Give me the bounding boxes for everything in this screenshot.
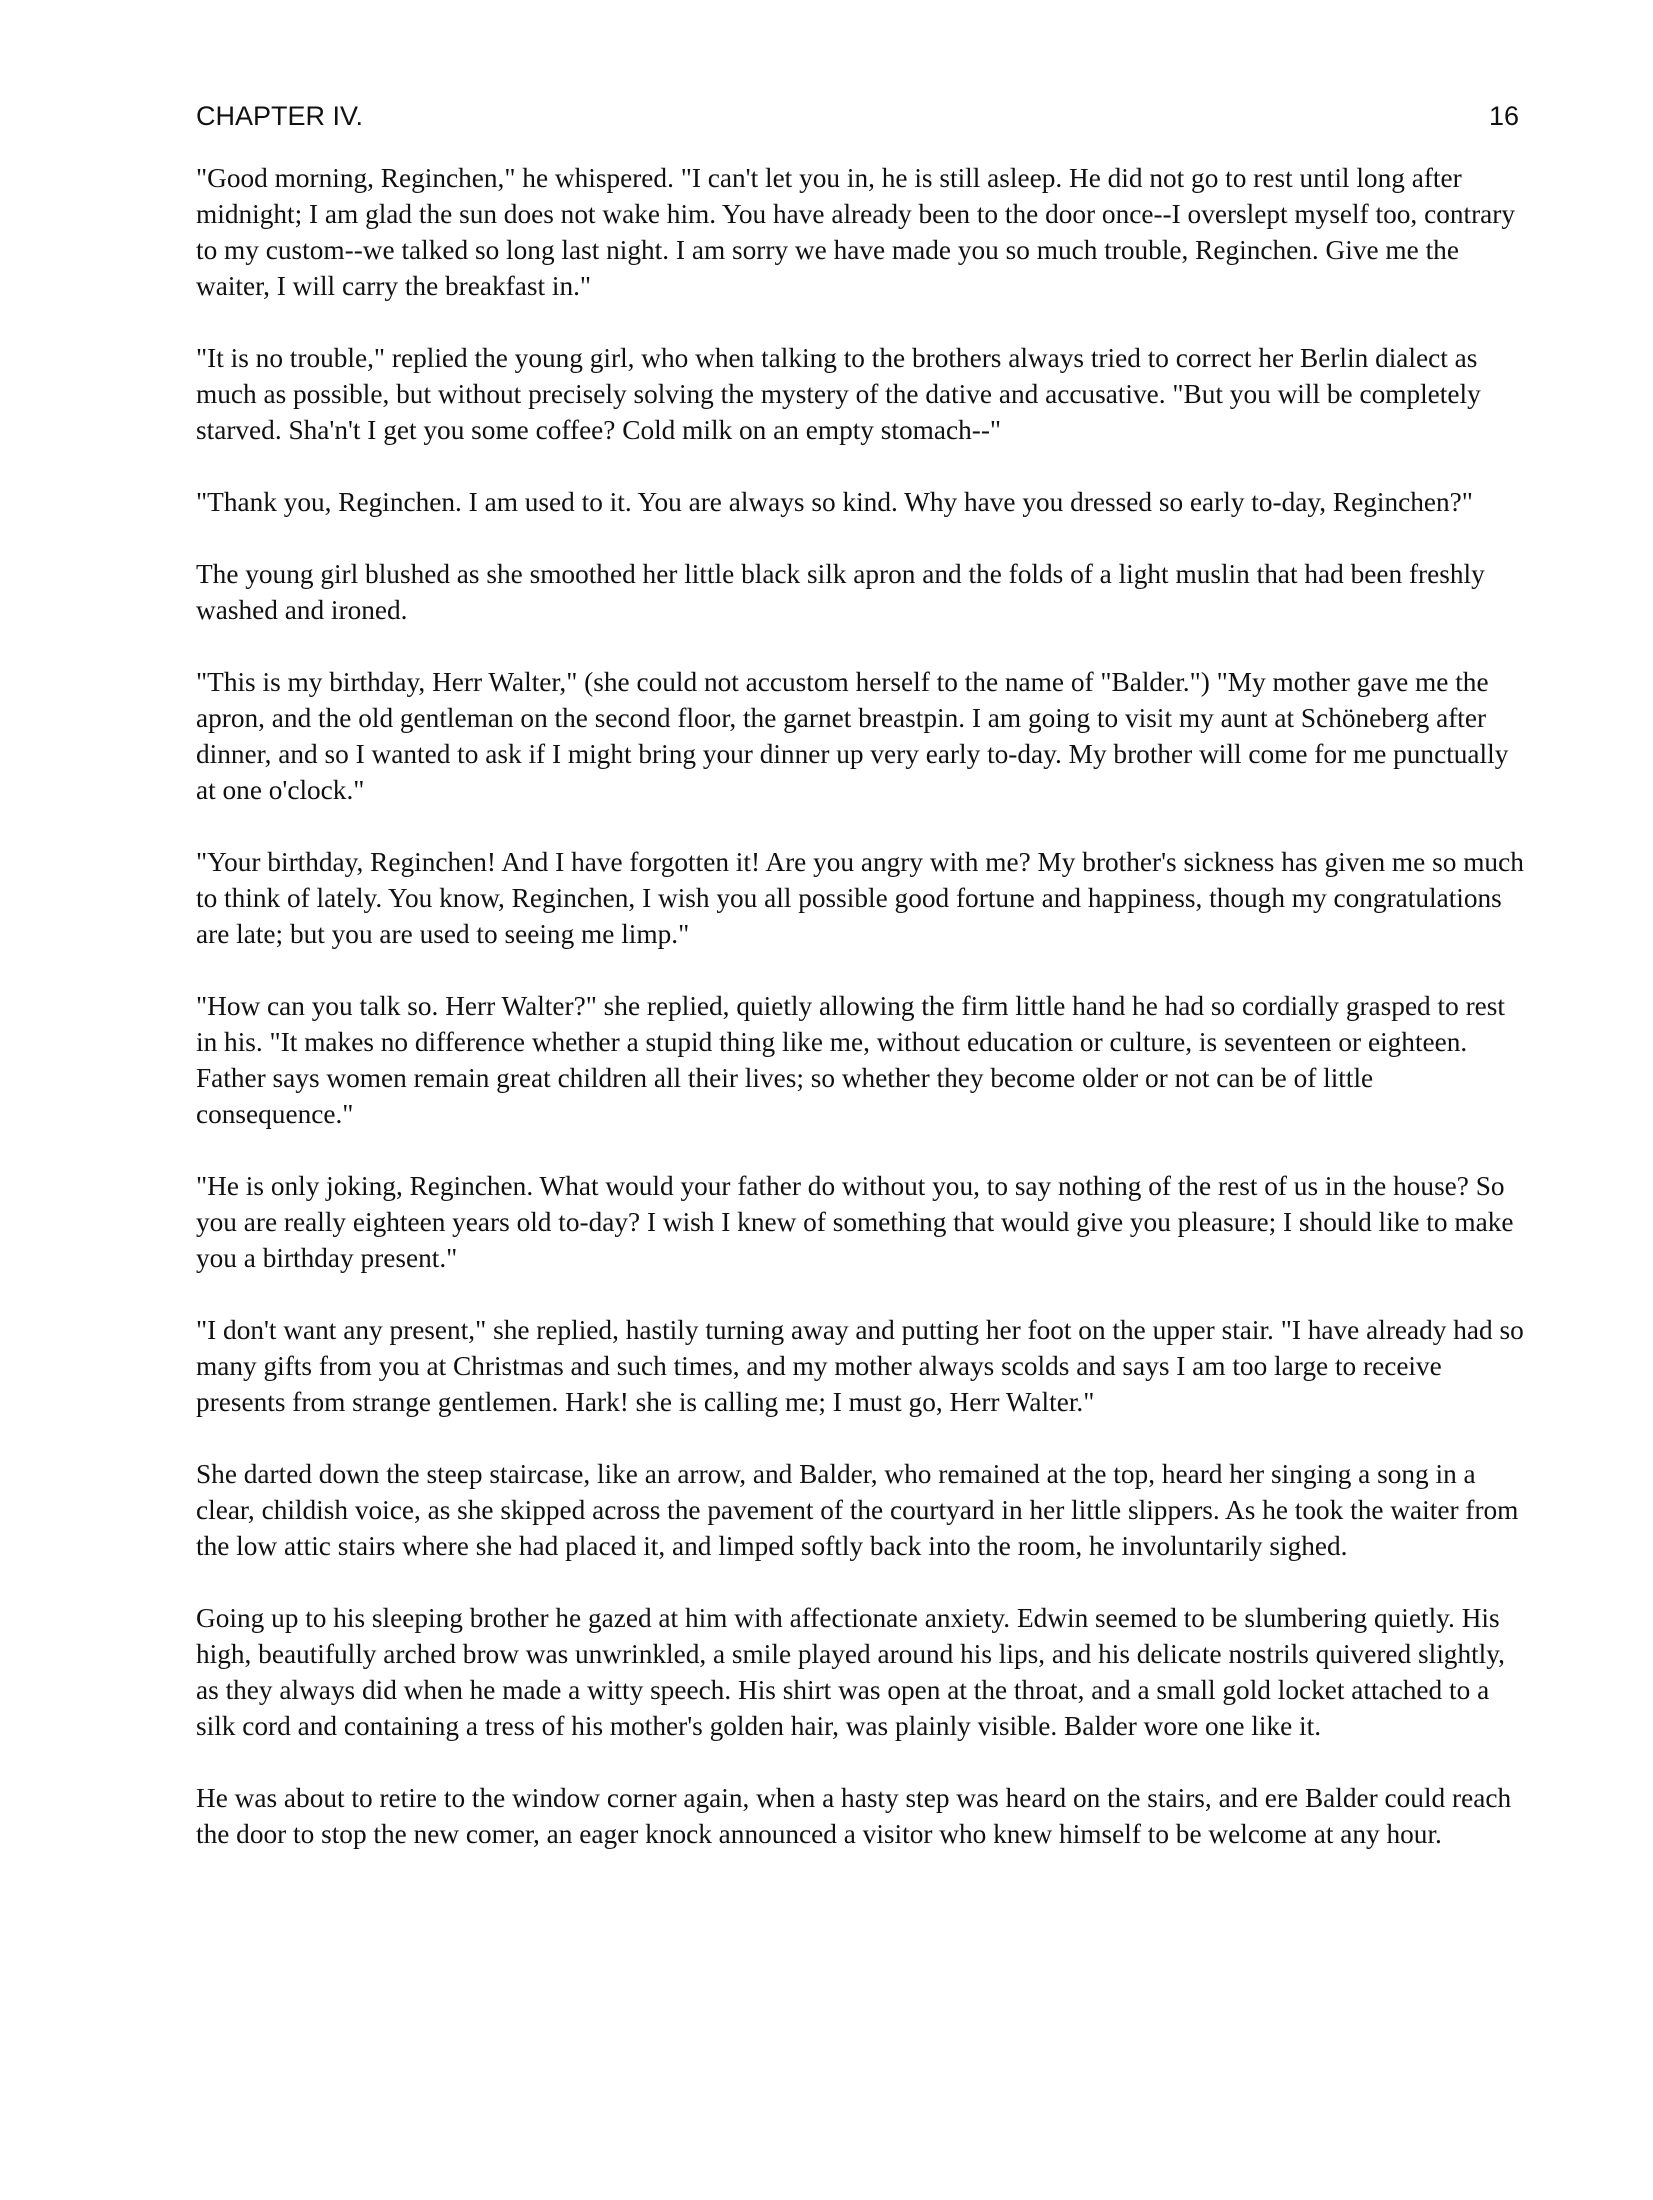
paragraph: "This is my birthday, Herr Walter," (she could not accustom herself to the name of "Balder.") "My mother gave me the apron, and the old gentleman on the second floor, the garnet breastpin. I am going to visit my aunt at Schöneberg after dinner, and so I wanted to ask if I might bring your dinner up very early to-day. My brother will come for me punctually at one o'clock." — [196, 667, 1509, 805]
chapter-heading: CHAPTER IV. — [196, 101, 364, 131]
paragraph: "He is only joking, Reginchen. What would your father do without you, to say nothing of the rest of us in the house? So you are really eighteen years old to-day? I wish I knew of something that would give you pleasure; I should like to make you a birthday present." — [196, 1171, 1514, 1273]
paragraph: Going up to his sleeping brother he gazed at him with affectionate anxiety. Edwin seemed to be slumbering quietly. His high, beautifully arched brow was unwrinkled, a smile played around his lips, and his delicate nostrils quivered slightly, as they always did when he made a witty speech. His shirt was open at the throat, and a small gold locket attached to a silk cord and containing a tress of his mother's golden hair, was plainly visible. Balder wore one like it. — [196, 1603, 1505, 1741]
paragraph: "Good morning, Reginchen," he whispered. "I can't let you in, he is still asleep. He did not go to rest until long after midnight; I am glad the sun does not wake him. You have already been to the door once--I overslept myself too, contrary to my custom--we talked so long last night. I am sorry we have made you so much trouble, Reginchen. Give me the waiter, I will carry the breakfast in." — [196, 163, 1516, 301]
page-number: 16 — [1488, 101, 1519, 131]
page-body — [196, 160, 1531, 1888]
page-header — [196, 101, 1519, 141]
paragraph: "It is no trouble," replied the young girl, who when talking to the brothers always tried to correct her Berlin dialect as much as possible, but without precisely solving the mystery of the dative and accusative. "But you will be completely starved. Sha'n't I get you some coffee? Cold milk on an empty stomach--" — [196, 343, 1481, 445]
paragraph: She darted down the steep staircase, like an arrow, and Balder, who remained at the top, heard her singing a song in a clear, childish voice, as she skipped across the pavement of the courtyard in her little slippers. As he took the waiter from the low attic stairs where she had placed it, and limped softly back into the room, he involuntarily sighed. — [196, 1459, 1519, 1561]
paragraph: "I don't want any present," she replied, hastily turning away and putting her foot on the upper stair. "I have already had so many gifts from you at Christmas and such times, and my mother always scolds and says I am too large to receive presents from strange gentlemen. Hark! she is calling me; I must go, Herr Walter." — [196, 1315, 1524, 1417]
paragraph: The young girl blushed as she smoothed her little black silk apron and the folds of a light muslin that had been freshly washed and ironed. — [196, 559, 1485, 625]
paragraph: "Your birthday, Reginchen! And I have forgotten it! Are you angry with me? My brother's sickness has given me so much to think of lately. You know, Reginchen, I wish you all possible good fortune and happiness, though my congratulations are late; but you are used to seeing me limp." — [196, 847, 1524, 949]
paragraph: "How can you talk so. Herr Walter?" she replied, quietly allowing the firm little hand he had so cordially grasped to rest in his. "It makes no difference whether a stupid thing like me, without education or culture, is seventeen or eighteen. Father says women remain great children all their lives; so whether they become older or not can be of little consequence." — [196, 991, 1505, 1129]
paragraph: He was about to retire to the window corner again, when a hasty step was heard on the stairs, and ere Balder could reach the door to stop the new comer, an eager knock announced a visitor who knew himself to be welcome at any hour. — [196, 1783, 1512, 1849]
paragraph: "Thank you, Reginchen. I am used to it. You are always so kind. Why have you dressed so early to-day, Reginchen?" — [196, 487, 1473, 517]
